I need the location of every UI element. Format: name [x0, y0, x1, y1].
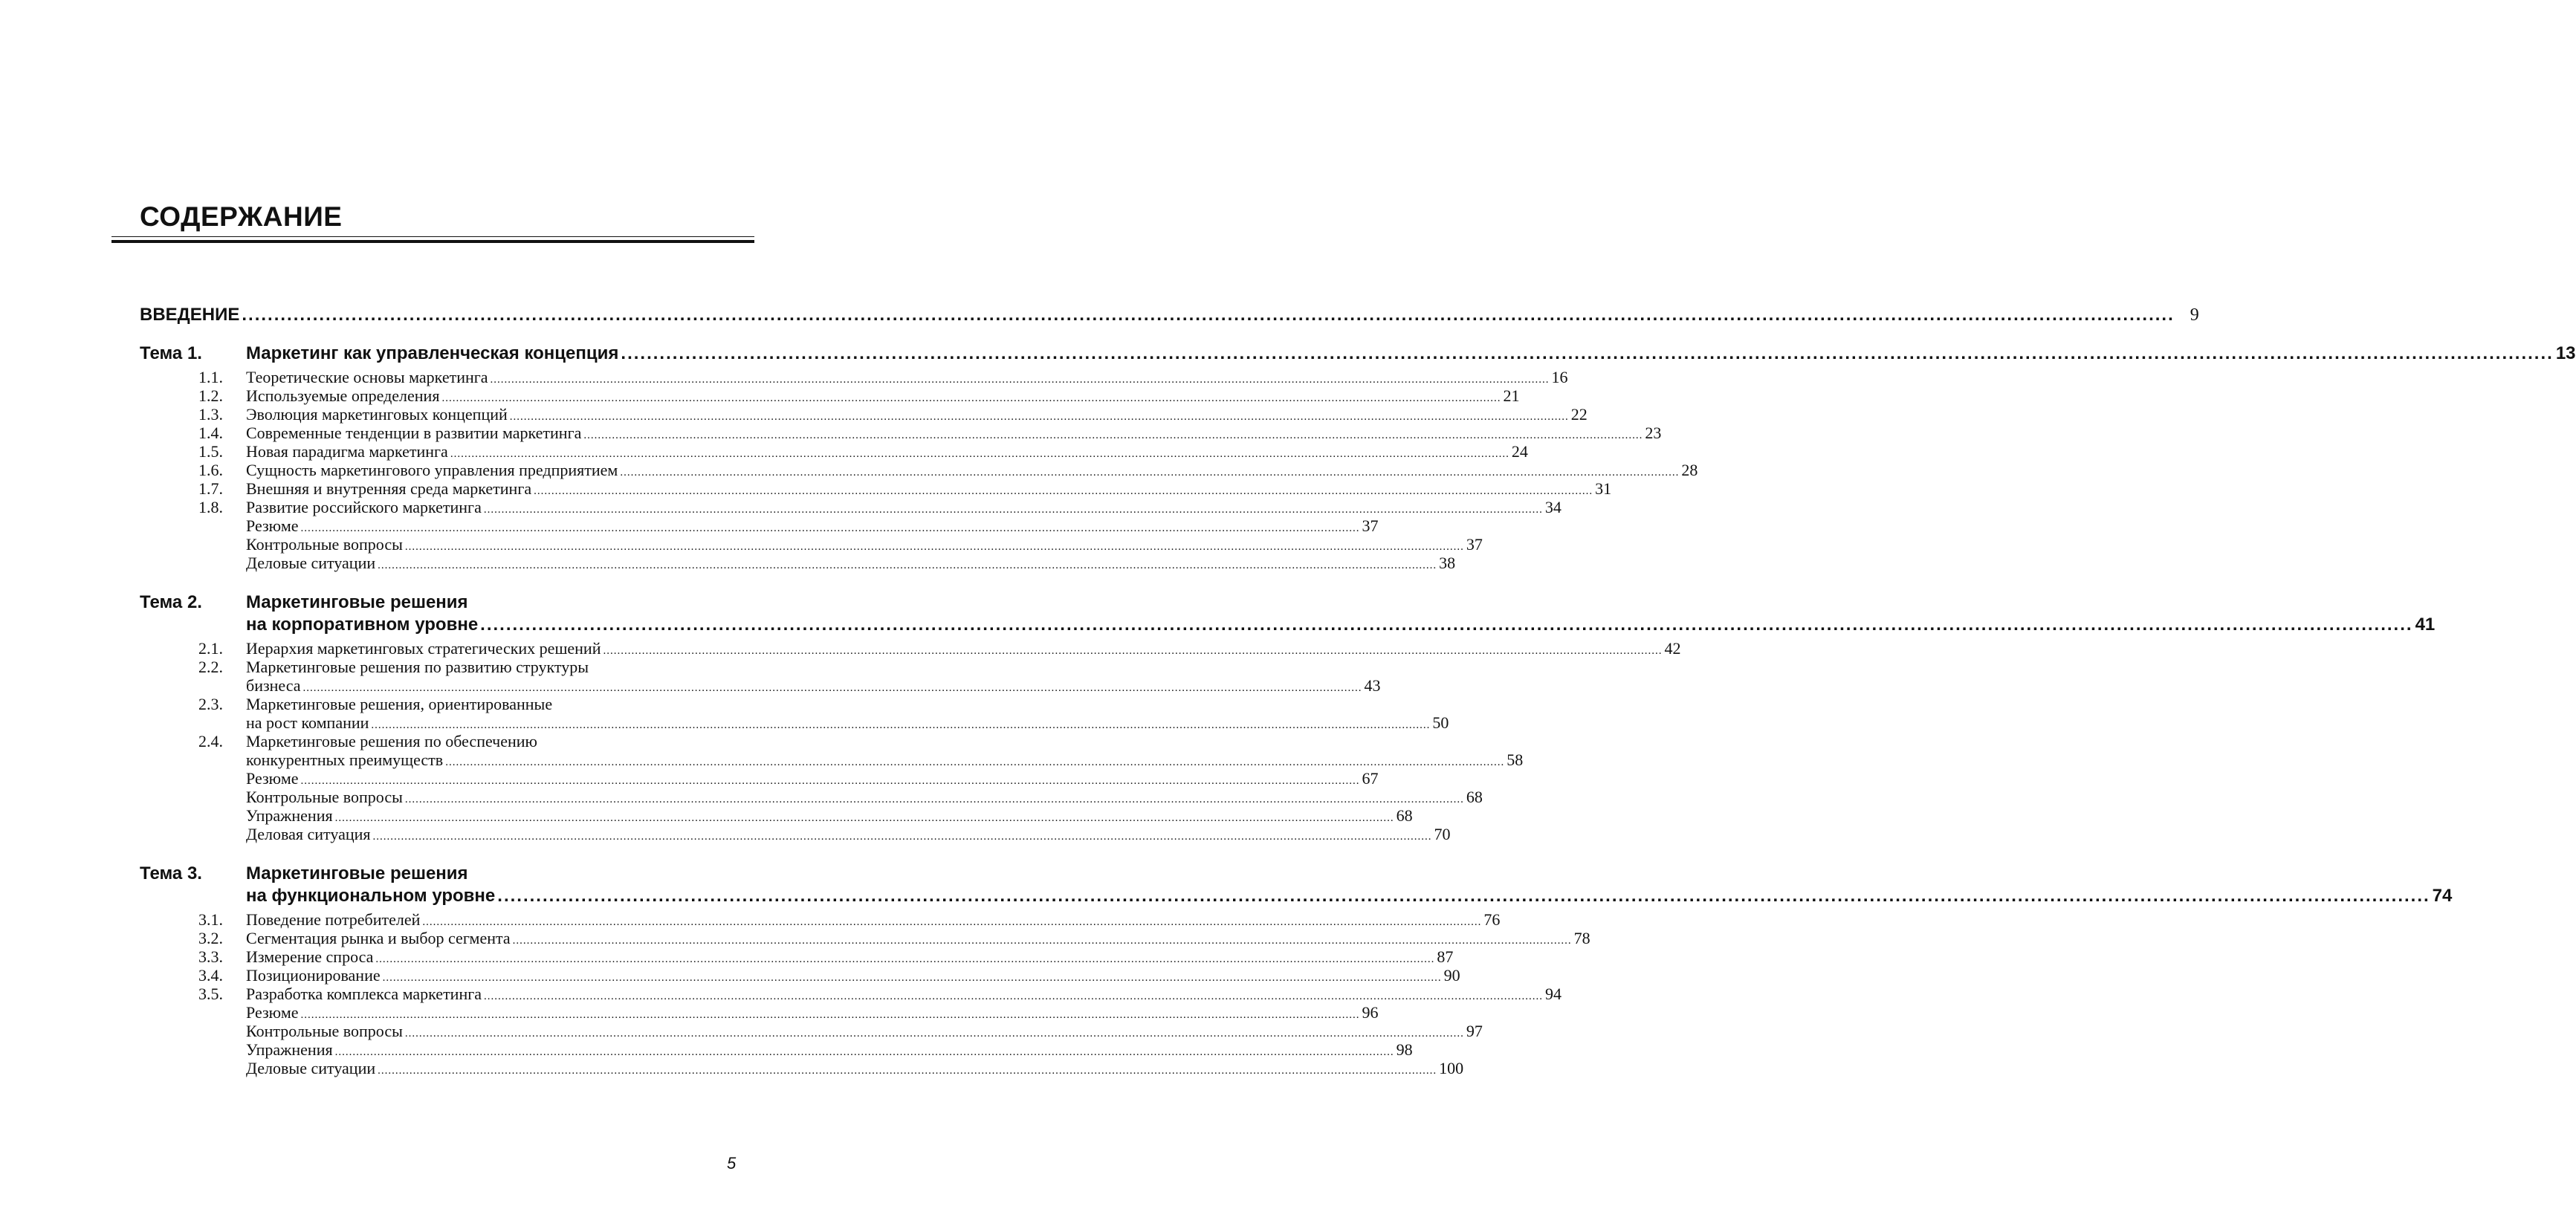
toc-entry — [246, 516, 1379, 536]
page-number: 5 — [727, 1154, 737, 1173]
entry-page-number: 90 — [1443, 966, 1460, 985]
theme-title: Маркетинг как управленческая концепция — [246, 343, 619, 363]
entry-title: Резюме — [246, 769, 299, 788]
section-number: 1.6. — [198, 461, 223, 479]
entry-page-number: 31 — [1595, 479, 1612, 498]
section-number: 1.4. — [198, 424, 223, 442]
section-number: 1.8. — [198, 498, 223, 516]
toc-entry — [246, 554, 1456, 573]
entry-page-number: 67 — [1362, 769, 1379, 788]
entry-title: Упражнения — [246, 806, 333, 825]
entry-title: Иерархия маркетинговых стратегических решений — [246, 639, 601, 658]
section-number: 3.1. — [198, 910, 223, 929]
entry-title: Резюме — [246, 516, 299, 535]
section-number: 3.4. — [198, 966, 223, 985]
toc-entry — [246, 1040, 1413, 1060]
entry-title: Деловые ситуации — [246, 1059, 376, 1077]
intro-page-number: 9 — [2190, 305, 2199, 325]
toc-entry — [246, 1059, 1464, 1078]
dot-leader: ............................................................................................................................................................................................................................................................................................................ — [422, 916, 1482, 928]
entry-page-number: 97 — [1466, 1022, 1483, 1040]
dot-leader: ............................................................................................................................................................................................................................................................................................................ — [300, 775, 1360, 787]
toc-entry — [198, 461, 1698, 480]
entry-page-number: 98 — [1396, 1040, 1413, 1059]
entry-title: Теоретические основы маркетинга — [246, 368, 488, 386]
theme-title-entry — [246, 886, 2453, 907]
entry-page-number: 22 — [1570, 405, 1588, 424]
section-number: 1.7. — [198, 479, 223, 498]
dot-leader: ............................................................................................................................................................................................................................................................................................................ — [404, 1028, 1464, 1040]
entry-page-number: 23 — [1645, 424, 1662, 442]
section-number: 2.2. — [198, 658, 223, 676]
theme-title: на функциональном уровне — [246, 886, 496, 906]
entry-page-number: 43 — [1364, 676, 1381, 695]
theme-title: на корпоративном уровне — [246, 614, 479, 635]
section-number: 1.3. — [198, 405, 223, 424]
toc-entry — [246, 788, 1483, 807]
theme-heading: Тема 1. — [140, 343, 202, 363]
entry-page-number: 94 — [1545, 985, 1562, 1003]
entry-page-number: 37 — [1466, 535, 1483, 554]
entry-title: Сегментация рынка и выбор сегмента — [246, 929, 511, 947]
theme-page-number: 41 — [2415, 614, 2436, 635]
dot-leader: ............................................................................................................................................................................................................................................................................................................ — [378, 1065, 1437, 1077]
title-rule-thin — [111, 236, 754, 237]
toc-entry — [198, 386, 1520, 406]
toc-entry — [246, 1003, 1379, 1022]
entry-page-number: 38 — [1439, 554, 1456, 572]
entry-title: Контрольные вопросы — [246, 535, 403, 554]
entry-title: Измерение спроса — [246, 947, 374, 966]
dot-leader: ............................................................................................................................................................................................................................................................................................................ — [512, 935, 1572, 947]
dot-leader: ............................................................................................................................................................................................................................................................................................................ — [372, 831, 1432, 843]
toc-entry — [198, 929, 1590, 948]
entry-title: Развитие российского маркетинга — [246, 498, 482, 516]
dot-leader: ............................................................................................................................................................................................................................................................................................................ — [445, 756, 1505, 768]
dot-leader: ............................................................................................................................................................................................................................................................................................................ — [334, 812, 1394, 824]
theme-title: Маркетинговые решения — [246, 592, 468, 612]
dot-leader: ............................................................................................................................................................................................................................................................................................................ — [621, 343, 2554, 363]
entry-page-number: 37 — [1362, 516, 1379, 535]
entry-page-number: 76 — [1483, 910, 1501, 929]
section-number: 1.5. — [198, 442, 223, 461]
toc-entry — [246, 769, 1379, 788]
toc-entry — [198, 424, 1662, 443]
dot-leader: ............................................................................................................................................................................................................................................................................................................ — [603, 645, 1663, 657]
dot-leader: ............................................................................................................................................................................................................................................................................................................ — [441, 392, 1501, 404]
dot-leader: ............................................................................................................................................................................................................................................................................................................ — [534, 485, 1593, 497]
toc-entry — [246, 1022, 1483, 1041]
entry-title: Разработка комплекса маркетинга — [246, 985, 482, 1003]
entry-title: Маркетинговые решения по обеспечению — [246, 732, 537, 750]
page-title: СОДЕРЖАНИЕ — [140, 201, 343, 232]
dot-leader: ............................................................................................................................................................................................................................................................................................................ — [300, 522, 1360, 534]
toc-entry — [198, 966, 1460, 985]
toc-entry — [246, 825, 1451, 844]
entry-page-number: 42 — [1664, 639, 1681, 658]
section-number: 3.5. — [198, 985, 223, 1003]
entry-title: Современные тенденции в развитии маркетинга — [246, 424, 582, 442]
entry-page-number: 28 — [1681, 461, 1698, 479]
title-rule-thick — [111, 240, 754, 243]
toc-entry — [198, 947, 1454, 967]
entry-page-number: 100 — [1439, 1059, 1464, 1077]
section-number: 3.2. — [198, 929, 223, 947]
entry-title: Позиционирование — [246, 966, 381, 985]
entry-title: конкурентных преимуществ — [246, 750, 444, 769]
toc-entry — [246, 750, 1524, 770]
entry-title: Используемые определения — [246, 386, 440, 405]
section-number: 2.3. — [198, 695, 223, 713]
toc-entry — [246, 535, 1483, 554]
entry-title: Сущность маркетингового управления предприятием — [246, 461, 618, 479]
entry-title: Контрольные вопросы — [246, 1022, 403, 1040]
dot-leader: ............................................................................................................................................................................................................................................................................................................ — [497, 886, 2430, 906]
dot-leader: ............................................................................................................................................................................................................................................................................................................ — [404, 794, 1464, 805]
theme-heading: Тема 3. — [140, 863, 202, 883]
toc-entry — [198, 368, 1568, 387]
entry-page-number: 70 — [1434, 825, 1451, 843]
section-number: 1.2. — [198, 386, 223, 405]
theme-heading: Тема 2. — [140, 592, 202, 612]
toc-entry — [198, 442, 1528, 461]
entry-page-number: 50 — [1432, 713, 1449, 732]
entry-title: Маркетинговые решения, ориентированные — [246, 695, 553, 713]
dot-leader: ............................................................................................................................................................................................................................................................................................................ — [334, 1046, 1394, 1058]
entry-title: Контрольные вопросы — [246, 788, 403, 806]
entry-page-number: 68 — [1466, 788, 1483, 806]
dot-leader: ............................................................................................................................................................................................................................................................................................................ — [490, 374, 1550, 386]
toc-entry — [198, 498, 1562, 517]
entry-title: Резюме — [246, 1003, 299, 1022]
theme-title-entry — [246, 614, 2436, 635]
entry-page-number: 16 — [1551, 368, 1568, 386]
dot-leader: ............................................................................................................................................................................................................................................................................................................ — [242, 305, 2175, 325]
toc-entry-line — [198, 658, 589, 677]
entry-title: Эволюция маркетинговых концепций — [246, 405, 508, 424]
entry-page-number: 96 — [1362, 1003, 1379, 1022]
entry-title: бизнеса — [246, 676, 301, 695]
toc-entry — [198, 479, 1612, 499]
theme-page-number: 13 — [2555, 343, 2576, 363]
entry-title: Новая парадигма маркетинга — [246, 442, 448, 461]
dot-leader: ............................................................................................................................................................................................................................................................................................................ — [450, 448, 1509, 460]
toc-entry — [198, 985, 1562, 1004]
toc-entry — [198, 405, 1588, 424]
dot-leader: ............................................................................................................................................................................................................................................................................................................ — [583, 429, 1643, 441]
toc-entry-line — [198, 732, 537, 751]
toc-entry — [198, 639, 1681, 658]
intro-label: ВВЕДЕНИЕ — [140, 305, 240, 325]
section-number: 2.1. — [198, 639, 223, 658]
theme-title-entry — [246, 343, 2576, 364]
entry-title: Маркетинговые решения по развитию структуры — [246, 658, 589, 676]
entry-page-number: 34 — [1544, 498, 1562, 516]
toc-entry-line — [198, 695, 553, 714]
entry-page-number: 24 — [1511, 442, 1528, 461]
dot-leader: ............................................................................................................................................................................................................................................................................................................ — [480, 614, 2413, 635]
entry-title: Деловая ситуация — [246, 825, 371, 843]
toc-entry — [246, 806, 1413, 826]
dot-leader: ............................................................................................................................................................................................................................................................................................................ — [620, 467, 1680, 479]
entry-page-number: 58 — [1507, 750, 1524, 769]
entry-page-number: 78 — [1573, 929, 1590, 947]
section-number: 1.1. — [198, 368, 223, 386]
dot-leader: ............................................................................................................................................................................................................................................................................................................ — [302, 682, 1362, 694]
section-number: 2.4. — [198, 732, 223, 750]
entry-page-number: 87 — [1437, 947, 1454, 966]
dot-leader: ............................................................................................................................................................................................................................................................................................................ — [509, 411, 1569, 423]
dot-leader: ............................................................................................................................................................................................................................................................................................................ — [375, 953, 1435, 965]
dot-leader: ............................................................................................................................................................................................................................................................................................................ — [371, 719, 1431, 731]
theme-title: Маркетинговые решения — [246, 863, 468, 883]
toc-entry — [246, 676, 1381, 695]
dot-leader: ............................................................................................................................................................................................................................................................................................................ — [483, 504, 1543, 516]
section-number: 3.3. — [198, 947, 223, 966]
entry-page-number: 21 — [1503, 386, 1520, 405]
entry-page-number: 68 — [1396, 806, 1413, 825]
dot-leader: ............................................................................................................................................................................................................................................................................................................ — [404, 541, 1464, 553]
theme-page-number: 74 — [2432, 886, 2453, 906]
entry-title: Внешняя и внутренняя среда маркетинга — [246, 479, 532, 498]
dot-leader: ............................................................................................................................................................................................................................................................................................................ — [378, 560, 1437, 571]
toc-intro-entry — [140, 305, 2199, 325]
entry-title: на рост компании — [246, 713, 369, 732]
entry-title: Поведение потребителей — [246, 910, 421, 929]
toc-entry — [246, 713, 1449, 733]
dot-leader: ............................................................................................................................................................................................................................................................................................................ — [484, 990, 1544, 1002]
toc-entry — [198, 910, 1501, 930]
entry-title: Деловые ситуации — [246, 554, 376, 572]
dot-leader: ............................................................................................................................................................................................................................................................................................................ — [382, 972, 1442, 984]
entry-title: Упражнения — [246, 1040, 333, 1059]
dot-leader: ............................................................................................................................................................................................................................................................................................................ — [300, 1009, 1360, 1021]
